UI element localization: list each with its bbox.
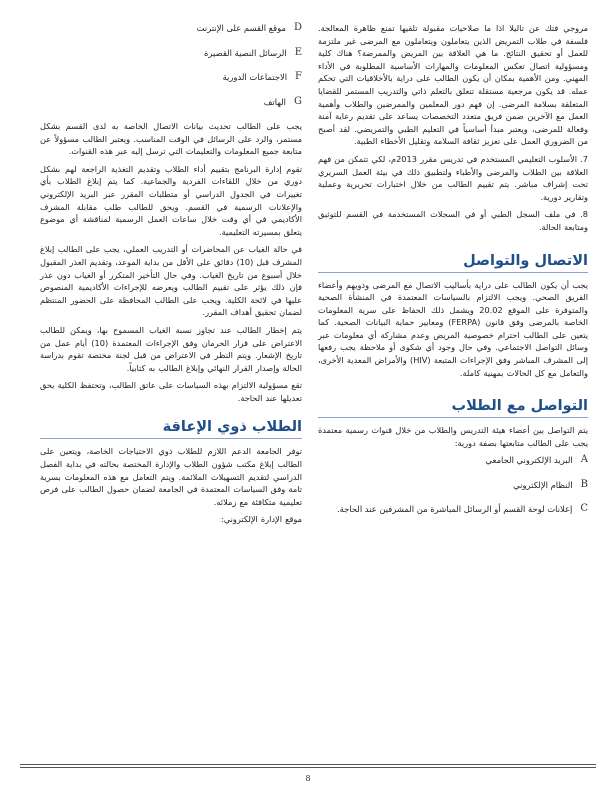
list-letter: G xyxy=(294,95,302,107)
list-text: البريد الإلكتروني الجامعي xyxy=(485,455,573,466)
section-heading: الاتصال والتواصل xyxy=(318,253,588,273)
paragraph: 7. الأسلوب التعليمي المستخدم في تدريس مقرر 2013م، لكي تتمكن من فهم العلاقة بين الطلاب والمرضى والأطباء ولتطبيق ذلك في بيئة العمل السريري تحت إشراف مباشر. يتم تقييم الطالب من خلال اختبارات تحريرية وعملية وتقارير دورية. xyxy=(318,153,588,202)
list-letter: C xyxy=(580,503,588,515)
list-text: الرسائل النصية القصيرة xyxy=(204,47,287,58)
list-letter: E xyxy=(294,46,302,58)
list-letter: A xyxy=(580,454,588,466)
list-letter: B xyxy=(580,478,588,490)
list-item xyxy=(40,96,302,109)
paragraph: مروجي فتك عن تاليلا اذا ما صلاحيات مقبولة تلقيها تمنع ظاهرة المعالجة. فلسفة في طلاب التمريض الذين يتعاملون ويتعاملون مع المرضى غير ملتزمة للعمل أو تحقيق النتائج. ما هي العلاقة بين المريض والممرضة؟ هناك كلية ومسؤولية اتصال تعكس المعلومات والمهارات الأساسية المطلوبة في الأداء المهني. ومن الأهمية بمكان أن يكون الطالب على دراية بالأخلاقيات التي تحكم عمله. قد يكون مرجعية مستقلة تتعلق بالتعلم ذاتي والتدريب المستمر للقضايا المتعلقة بسلامة المرضى. إن فهم دور المعلمين والممرضين والطلاب وأهمية العمل مع الآخرين ضمن فريق متعدد التخصصات يساعد على تقديم رعاية آمنة وفعالة للمرضى، ويعتبر مبدأ أساسياً في التعليم الطبي والتمريضي. لقد أصبح من الضروري العمل على تعزيز ثقافة السلامة وتقليل الأخطاء الطبية. xyxy=(318,23,588,147)
paragraph: يجب على الطالب تحديث بيانات الاتصال الخاصة به لدى القسم بشكل مستمر، والرد على الرسائل في الوقت المناسب. ويعتبر الطالب مسؤولاً عن متابعة جميع المعلومات والتعليمات التي ترسل إليه عبر هذه القنوات. xyxy=(40,121,302,157)
paragraph: تقوم إدارة البرنامج بتقييم أداء الطلاب وتقديم التغذية الراجعة لهم بشكل دوري من خلال اللقاءات الفردية والجماعية. كما يتم إبلاغ الطلاب بأي تغييرات في الجدول الدراسي أو متطلبات المقرر عبر البريد الإلكتروني والإعلانات الرسمية في القسم. ويحق للطالب طلب مقابلة المشرف الأكاديمي في أي وقت خلال ساعات العمل الرسمية لمناقشة أي موضوع يتعلق بمسيرته التعليمية. xyxy=(40,163,302,237)
list-item xyxy=(40,22,302,35)
page-number: 8 xyxy=(305,774,311,783)
list-text: الهاتف xyxy=(263,96,286,107)
list-item xyxy=(40,47,302,60)
footer-rule xyxy=(20,764,596,765)
paragraph: يتم التواصل بين أعضاء هيئة التدريس والطلاب من خلال قنوات رسمية معتمدة يجب على الطالب متابعتها بصفة دورية: xyxy=(318,425,588,448)
footer-rule xyxy=(20,767,596,768)
paragraph: موقع الإدارة الإلكتروني: xyxy=(221,514,302,525)
list-item xyxy=(318,479,588,492)
paragraph: يجب أن يكون الطالب على دراية بأساليب الاتصال مع المرضى وذويهم وأعضاء الفريق الصحي. ويجب الالتزام بالسياسات المعتمدة في المنشأة الصحية والمتوفرة على الموقع 20.02 ويشمل ذلك الحفاظ على سرية المعلومات الخاصة بالمرضى وفق قانون (FERPA) ومعايير حماية البيانات الصحية. كما يتعين على الطالب احترام خصوصية المريض وعدم مشاركة أي معلومات عبر وسائل التواصل الاجتماعي. وفي حال وجود أي شكوى أو ملاحظة يجب رفعها إلى المشرف المباشر وفق الإجراءات المتبعة (HIV) والأمراض المعدية الأخرى، والتعامل مع كل الحالات بمهنية كاملة. xyxy=(318,279,588,378)
list-text: النظام الإلكتروني xyxy=(513,479,573,490)
list-letter: F xyxy=(295,71,302,82)
section-heading: الطلاب ذوي الإعاقة xyxy=(40,419,302,439)
list-item xyxy=(318,503,588,516)
left-column xyxy=(40,22,302,531)
list-item xyxy=(40,71,302,84)
section-heading: التواصل مع الطلاب xyxy=(318,398,588,418)
paragraph: تقع مسؤولية الالتزام بهذه السياسات على عاتق الطالب، وتحتفظ الكلية بحق تعديلها عند الحاجة. xyxy=(40,380,302,403)
list-letter: D xyxy=(293,22,302,33)
right-column xyxy=(318,22,588,528)
paragraph: يتم إخطار الطالب عند تجاوز نسبة الغياب المسموح بها، ويمكن للطالب الاعتراض على قرار الحرمان وفق الإجراءات المعتمدة (10) أيام عمل من تاريخ الإشعار. ويتم النظر في الاعتراض من قبل لجنة مختصة تقوم بدراسة الحالة وإصدار القرار النهائي وإبلاغ الطالب به كتابياً. xyxy=(40,324,302,373)
list-text: الاجتماعات الدورية xyxy=(222,72,288,82)
paragraph: توفر الجامعة الدعم اللازم للطلاب ذوي الاحتياجات الخاصة، ويتعين على الطالب إبلاغ مكتب شؤون الطلاب والإدارة المختصة بحالته في بداية الفصل الدراسي لتقديم التسهيلات الملائمة. ويتم التعامل مع هذه المعلومات بسرية تامة وفق السياسات المعتمدة في الجامعة لضمان حصول الطالب على فرص تعليمية متكافئة مع زملائه. xyxy=(40,446,302,507)
paragraph: في حالة الغياب عن المحاضرات أو التدريب العملي، يجب على الطالب إبلاغ المشرف قبل (10) دقائق على الأقل من بداية الموعد، وتقديم العذر المقبول خلال أسبوع من تاريخ الغياب. وفي حال التأخير المتكرر أو الغياب دون عذر فإن ذلك يؤثر على تقييم الطالب ويعرضه للإجراءات الأكاديمية المنصوص عليها في لائحة الكلية. ويجب على الطالب المحافظة على الحضور المنتظم لضمان تحقيق أهداف المقرر. xyxy=(40,244,302,318)
paragraph: 8. في ملف السجل الطبي أو في السجلات المستخدمة في القسم للتوثيق ومتابعة الحالة. xyxy=(318,209,588,232)
list-item xyxy=(318,454,588,467)
list-text: موقع القسم على الإنترنت xyxy=(196,23,286,33)
list-text: إعلانات لوحة القسم أو الرسائل المباشرة من المشرفين عند الحاجة. xyxy=(336,504,573,515)
